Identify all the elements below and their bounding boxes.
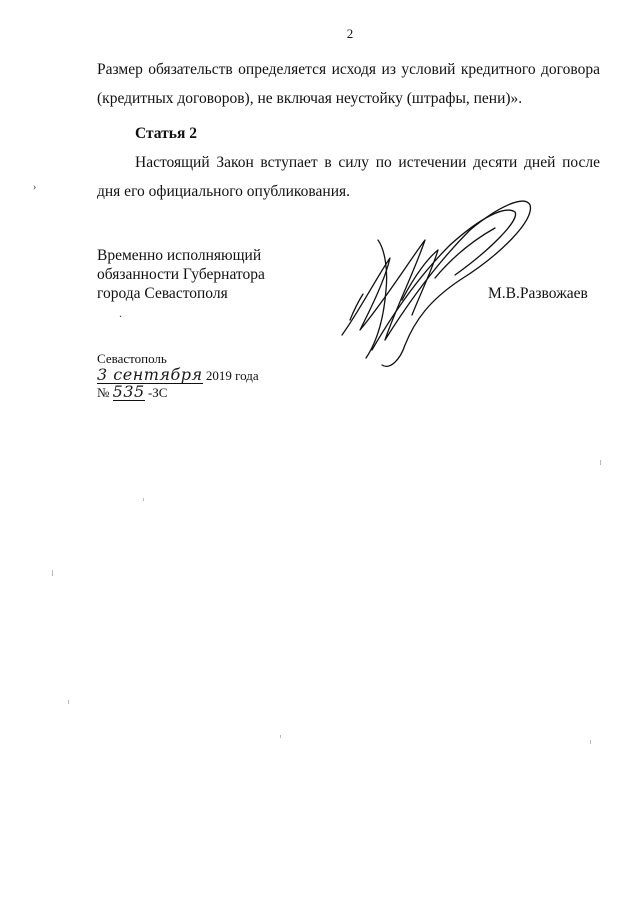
scan-speck [280,735,281,738]
paragraph-obligations-size: Размер обязательств определяется исходя из условий кредитного договора (кредитных договоров), не включая неустойку (штрафы, пени)». [97,61,600,107]
scan-mark: › [33,182,37,193]
city: Севастополь [97,351,167,366]
scan-speck [600,460,601,465]
signer-title [97,246,265,303]
paragraph-entry-into-force: Настоящий Закон вступает в силу по истечении десяти дней после дня его официального опубликования. [97,154,600,200]
signer-title-line2: обязанности Губернатора [97,266,265,283]
signer-title-line1: Временно исполняющий [97,247,262,264]
scan-speck [52,570,53,576]
handwritten-date: 3 сентября [97,365,203,384]
scan-speck [68,700,69,704]
scan-dot: . [119,306,122,320]
number-line [97,384,259,401]
signer-name: М.В.Развожаев [488,285,588,302]
place-date-block [97,350,259,401]
handwritten-signature [330,180,560,380]
scan-speck [143,498,144,501]
signer-title-line3: города Севастополя [97,285,228,302]
handwritten-number: 535 [112,382,145,401]
number-prefix: № [97,385,110,400]
article-heading: Статья 2 [135,125,197,142]
scan-speck [590,740,591,744]
page-number: 2 [346,26,354,41]
year-suffix: 2019 года [205,368,259,383]
number-suffix: -ЗС [147,385,168,400]
